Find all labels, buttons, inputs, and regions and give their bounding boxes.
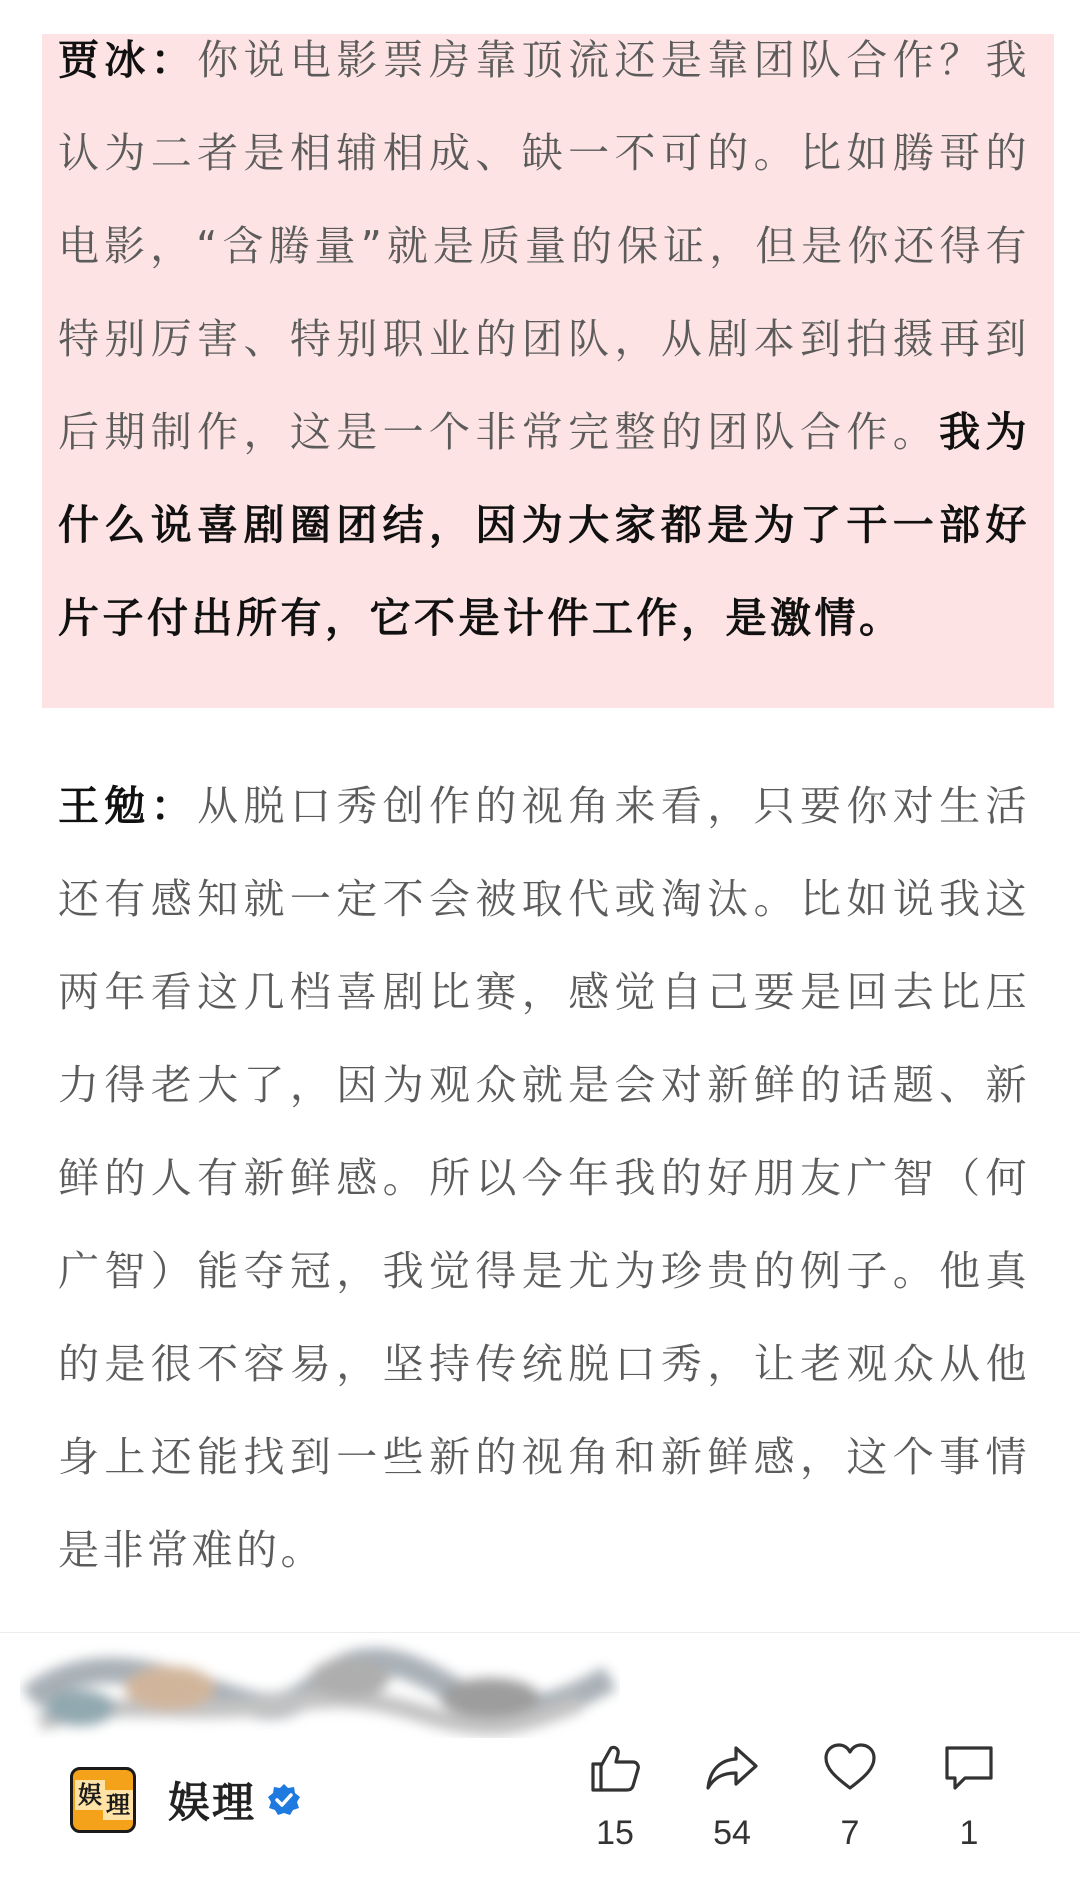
favorite-count: 7: [840, 1814, 860, 1852]
paragraph-jia-bing: [58, 14, 1030, 665]
thumbs-up-icon: [587, 1740, 643, 1796]
speaker-name: 王勉：: [58, 782, 198, 830]
comment-bubble-icon: [941, 1740, 997, 1796]
like-count: 15: [596, 1814, 634, 1852]
avatar-char: 娱: [75, 1780, 105, 1810]
heart-icon: [822, 1740, 878, 1796]
speaker-name: 贾冰：: [58, 36, 198, 84]
redacted-scribble: [20, 1628, 620, 1738]
like-button[interactable]: [570, 1740, 660, 1853]
emphasized-text: 我为什么说喜剧圈团结，因为大家都是为了干一部好片子付出所有，它不是计件工作，是激情。: [58, 408, 1030, 642]
avatar-char: 理: [103, 1790, 133, 1820]
action-bar: [0, 1740, 1080, 1880]
favorite-button[interactable]: [805, 1740, 895, 1853]
share-count: 54: [713, 1814, 751, 1852]
paragraph-text: 你说电影票房靠顶流还是靠团队合作？我认为二者是相辅相成、缺一不可的。比如腾哥的电影，“含腾量”就是质量的保证，但是你还得有特别厉害、特别职业的团队，从剧本到拍摄再到后期制作，这是一个非常完整的团队合作。: [58, 36, 1030, 456]
paragraph-text: 从脱口秀创作的视角来看，只要你对生活还有感知就一定不会被取代或淘汰。比如说我这两年看这几档喜剧比赛，感觉自己要是回去比压力得老大了，因为观众就是会对新鲜的话题、新鲜的人有新鲜感。所以今年我的好朋友广智（何广智）能夺冠，我觉得是尤为珍贵的例子。他真的是很不容易，坚持传统脱口秀，让老观众从他身上还能找到一些新的视角和新鲜感，这个事情是非常难的。: [58, 782, 1030, 1574]
comment-count: 1: [959, 1814, 979, 1852]
author-name[interactable]: 娱理: [168, 1778, 257, 1827]
comment-button[interactable]: [924, 1740, 1014, 1853]
share-button[interactable]: [687, 1740, 777, 1853]
share-arrow-icon: [704, 1740, 760, 1796]
paragraph-wang-mian: [58, 760, 1030, 1597]
